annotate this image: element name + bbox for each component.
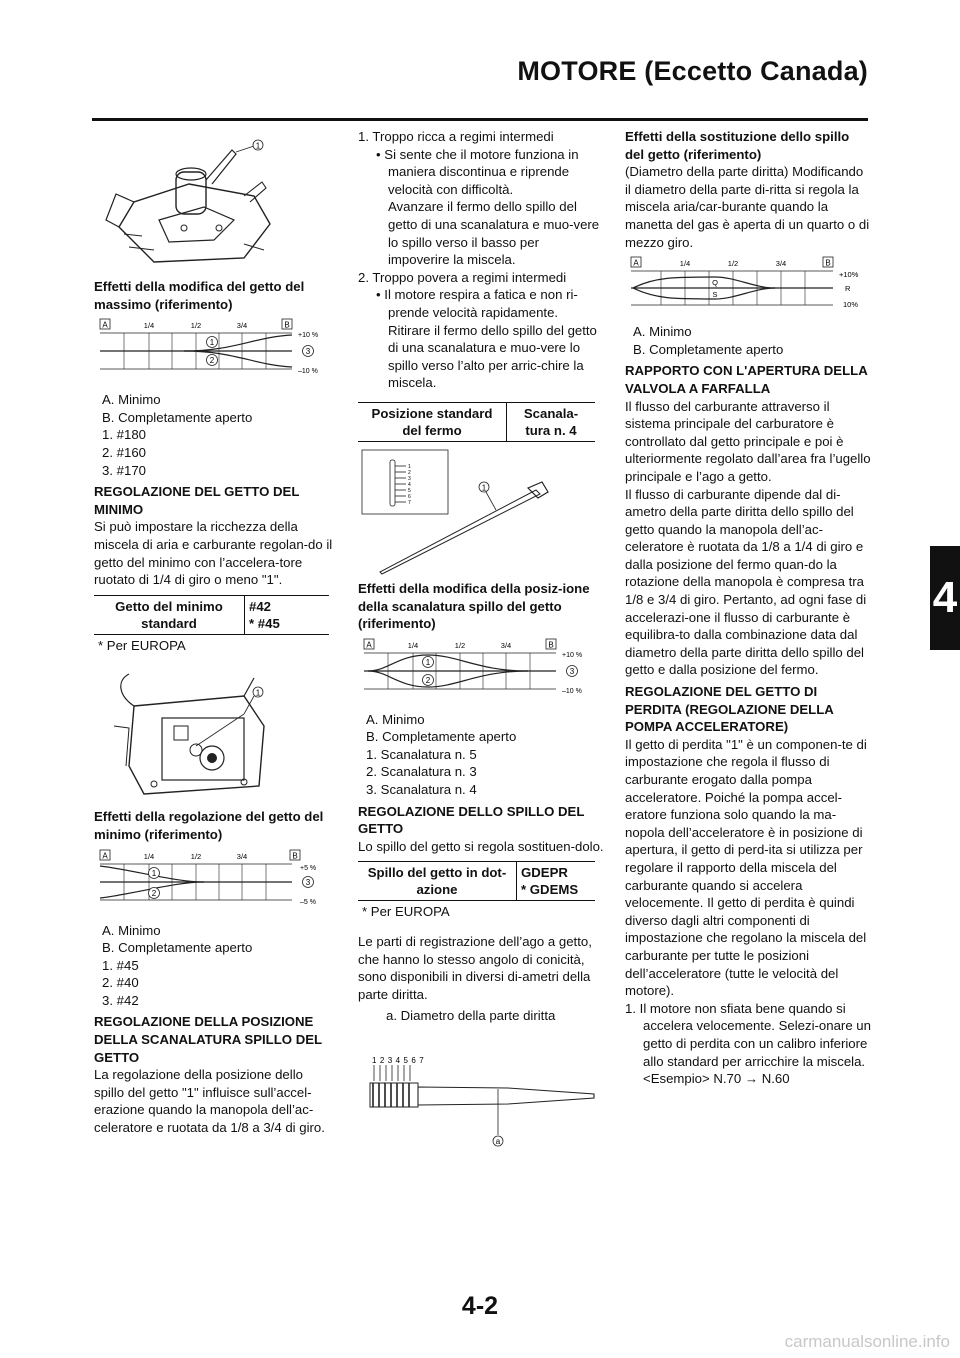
page-title: MOTORE (Eccetto Canada) [517, 56, 868, 86]
jet-needle-heading: REGOLAZIONE DELLO SPILLO DEL GETTO [358, 803, 585, 837]
needle-parts-text: Le parti di registrazione dell’ago a getto, che hanno lo stesso angolo di conicità, sono disponibili in diversi di-ametri della parte diritta. [358, 934, 592, 1002]
svg-text:–5 %: –5 % [300, 898, 316, 906]
svg-text:–10 %: –10 % [562, 687, 582, 695]
svg-text:+10 %: +10 % [298, 332, 319, 340]
svg-text:2: 2 [408, 469, 411, 476]
svg-text:1/4: 1/4 [143, 851, 155, 861]
svg-text:3: 3 [305, 347, 311, 357]
pilot-jet-legend: A. Minimo B. Completamente aperto 1. #45 2. #40 3. #42 [102, 922, 253, 1008]
svg-text:6: 6 [408, 493, 411, 500]
svg-text:3/4: 3/4 [775, 259, 787, 269]
lean-symptom: • Il motore respira a fatica e non ri-prende velocità rapidamente. [376, 287, 578, 320]
svg-text:A: A [102, 320, 108, 330]
svg-text:R: R [845, 284, 851, 294]
svg-text:1: 1 [425, 657, 431, 667]
svg-text:1/4: 1/4 [407, 640, 419, 650]
straight-effects-text: (Diametro della parte diritta) Modificando il diametro della parte di-ritta si regola la miscela aria/car-burante quando la manetta del gas è aperta di un quarto o di mezzo giro. [625, 164, 870, 250]
pilot-jet-heading: REGOLAZIONE DEL GETTO DEL MINIMO [94, 484, 300, 517]
svg-text:1/4: 1/4 [143, 321, 155, 331]
svg-text:3: 3 [569, 666, 575, 676]
pilot-jet-title: Effetti della regolazione del getto del minimo (riferimento) [94, 809, 324, 842]
carburator-main-jet-figure [94, 132, 294, 274]
svg-text:S: S [712, 290, 718, 300]
svg-text:3: 3 [305, 877, 311, 887]
svg-text:A: A [633, 258, 639, 268]
straight-effects-title: Effetti della sostituzione dello spillo del getto (riferimento) [625, 129, 850, 162]
clip-position-text: La regolazione della posizione dello spillo del getto "1" influisce sull’accel-erazione quando la manopola dell’ac-celeratore e ruotata da 1/8 a 3/4 di giro. [94, 1067, 325, 1136]
svg-text:1/2: 1/2 [727, 259, 739, 269]
svg-text:A: A [366, 640, 372, 650]
throttle-relation-text-1: Il flusso del carburante attraverso il sistema principale del carburatore è controllato dal getto principale e poi è ulteriormente regolato dall’area fra l’ugello principale e l’ago a getto. [625, 398, 871, 484]
straight-diameter-legend: A. Minimo B. Completamente aperto [633, 324, 784, 357]
jet-needle-figure [358, 446, 558, 576]
clip-position-heading: REGOLAZIONE DELLA POSIZIONE DELLA SCANALATURA SPILLO DEL GETTO [94, 1014, 322, 1065]
svg-text:3: 3 [408, 475, 411, 482]
callout-a: a [495, 1137, 501, 1146]
chapter-tab: 4 [930, 546, 960, 650]
svg-text:1: 1 [408, 463, 411, 470]
svg-text:+10 %: +10 % [562, 651, 583, 659]
leak-jet-item-1: 1. Il motore non sfiata bene quando si accelera velocemente. Selezi-onare un getto di perdita con un calibro inferiore allo standard per arricchire la miscela. <Esempio> N.70 → N.60 [625, 1000, 871, 1087]
svg-text:1: 1 [151, 868, 157, 878]
svg-text:1/2: 1/2 [190, 851, 202, 861]
svg-text:10%: 10% [843, 300, 859, 310]
throttle-relation-text-2: Il flusso di carburante dipende dal di-ametro della parte diritta dello spillo del getto quando la manopola dell’ac-celeratore è ruotata da 1/8 a 1/4 di giro e dalla posizione del fermo quan-do la rotazione della manopola è compresa tra 1/8 e 3/4 di giro. Pertanto, ad ogni fase di accelerazi-one il flusso di carburante è equilibra-to dalla combinazione data dal diametro della parte diritta dello spillo del getto e dalla posizione del fermo. [625, 486, 867, 678]
page-number: 4-2 [461, 1292, 499, 1320]
svg-text:B: B [284, 320, 290, 330]
svg-text:+10%: +10% [839, 270, 859, 280]
svg-text:3/4: 3/4 [236, 321, 248, 331]
column-2 [358, 128, 604, 1157]
svg-text:1/4: 1/4 [679, 259, 691, 269]
carburator-pilot-jet-figure [94, 666, 294, 804]
svg-text:4: 4 [408, 481, 411, 488]
rich-midrange-item: 1. Troppo ricca a regimi intermedi [358, 129, 554, 144]
svg-text:Q: Q [712, 278, 718, 288]
jet-needle-table: Spillo del getto in dot- azione GDEPR * GDEMS [358, 861, 595, 901]
needle-parts-legend: a. Diametro della parte diritta [386, 1008, 556, 1024]
svg-text:B: B [825, 258, 831, 268]
svg-text:1/2: 1/2 [190, 321, 202, 331]
main-jet-legend: A. Minimo B. Completamente aperto 1. #180 2. #160 3. #170 [102, 392, 253, 478]
svg-text:7: 7 [408, 499, 411, 506]
leak-jet-text: Il getto di perdita "1" è un componen-te di impostazione che regola il flusso di carburante erogato dalla pompa acceleratore. Poiché la pompa accel-eratore funziona solo quando la ma-nopola dell’acceleratore è in posizione di apertura, il getto di perd-ita si utilizza per regolare il rapporto della miscela del carburante quando si accelera velocemente. Il getto di perdita è quindi diverso dagli altri componenti di impostazione che regolano la miscela del carburante per tutte le posizioni dell’acceleratore (tutte le velocità del motore). [625, 736, 867, 999]
leak-jet-heading: REGOLAZIONE DEL GETTO DI PERDITA (REGOLAZIONE DELLA POMPA ACCELERATORE) [625, 684, 834, 735]
svg-text:–10 %: –10 % [298, 368, 318, 376]
clip-position-table: Posizione standard del fermo Scanala- tura n. 4 [358, 402, 595, 442]
svg-text:2: 2 [151, 888, 157, 898]
svg-text:1 2 3 4 5 6 7: 1 2 3 4 5 6 7 [372, 1056, 425, 1065]
callout-1: 1 [255, 688, 261, 698]
svg-text:3/4: 3/4 [500, 640, 512, 650]
lean-midrange-item: 2. Troppo povera a regimi intermedi [358, 269, 567, 285]
svg-text:A: A [102, 851, 108, 860]
svg-text:B: B [548, 640, 554, 650]
callout-1: 1 [255, 141, 261, 151]
callout-1: 1 [481, 483, 487, 493]
rich-remedy: Avanzare il fermo dello spillo del getto di una scanalatura e muo-vere lo spillo verso il basso per impoverire la miscela. [388, 199, 600, 268]
svg-text:2: 2 [209, 356, 215, 366]
pilot-jet-table: Getto del minimo standard #42 * #45 [94, 595, 329, 635]
svg-text:+5 %: +5 % [300, 864, 317, 872]
straight-diameter-figure [358, 1053, 598, 1153]
rich-symptom: • Si sente che il motore funziona in maniera discontinua e riprende velocità con difficoltà. [376, 146, 579, 197]
svg-text:B: B [292, 851, 298, 860]
lean-remedy: Ritirare il fermo dello spillo del getto di una scanalatura e muo-vere lo spillo verso l’alto per arric-chire la miscela. [388, 322, 597, 391]
watermark: carmanualsonline.info [784, 1332, 950, 1351]
main-jet-title: Effetti della modifica del getto del massimo (riferimento) [94, 279, 305, 312]
header-rule [92, 118, 868, 121]
pilot-jet-chart [94, 848, 334, 916]
throttle-relation-heading: RAPPORTO CON L'APERTURA DELLA VALVOLA A FARFALLA [625, 363, 868, 396]
svg-text:3/4: 3/4 [236, 851, 248, 861]
straight-diameter-chart [625, 255, 865, 317]
svg-text:1: 1 [209, 338, 215, 348]
main-jet-chart [94, 317, 334, 385]
column-1 [94, 128, 334, 1141]
clip-effects-title: Effetti della modifica della posiz-ione della scanalatura spillo del getto (riferimento) [358, 580, 590, 632]
jet-needle-note: * Per EUROPA [362, 904, 450, 920]
column-3 [625, 128, 871, 1088]
svg-text:2: 2 [425, 675, 431, 685]
clip-position-legend: A. Minimo B. Completamente aperto 1. Scanalatura n. 5 2. Scanalatura n. 3 3. Scanalatura n. 4 [366, 711, 517, 798]
jet-needle-text: Lo spillo del getto si regola sostituen-dolo. [358, 838, 604, 854]
pilot-jet-note: * Per EUROPA [98, 637, 186, 653]
pilot-jet-text: Si può impostare la ricchezza della miscela di aria e carburante regolan-do il getto del minimo con l’accelera-tore ruotato di 1/4 di giro o meno "1". [94, 519, 333, 588]
svg-text:1/2: 1/2 [454, 640, 466, 650]
clip-position-chart [358, 637, 598, 705]
svg-text:5: 5 [408, 487, 411, 494]
